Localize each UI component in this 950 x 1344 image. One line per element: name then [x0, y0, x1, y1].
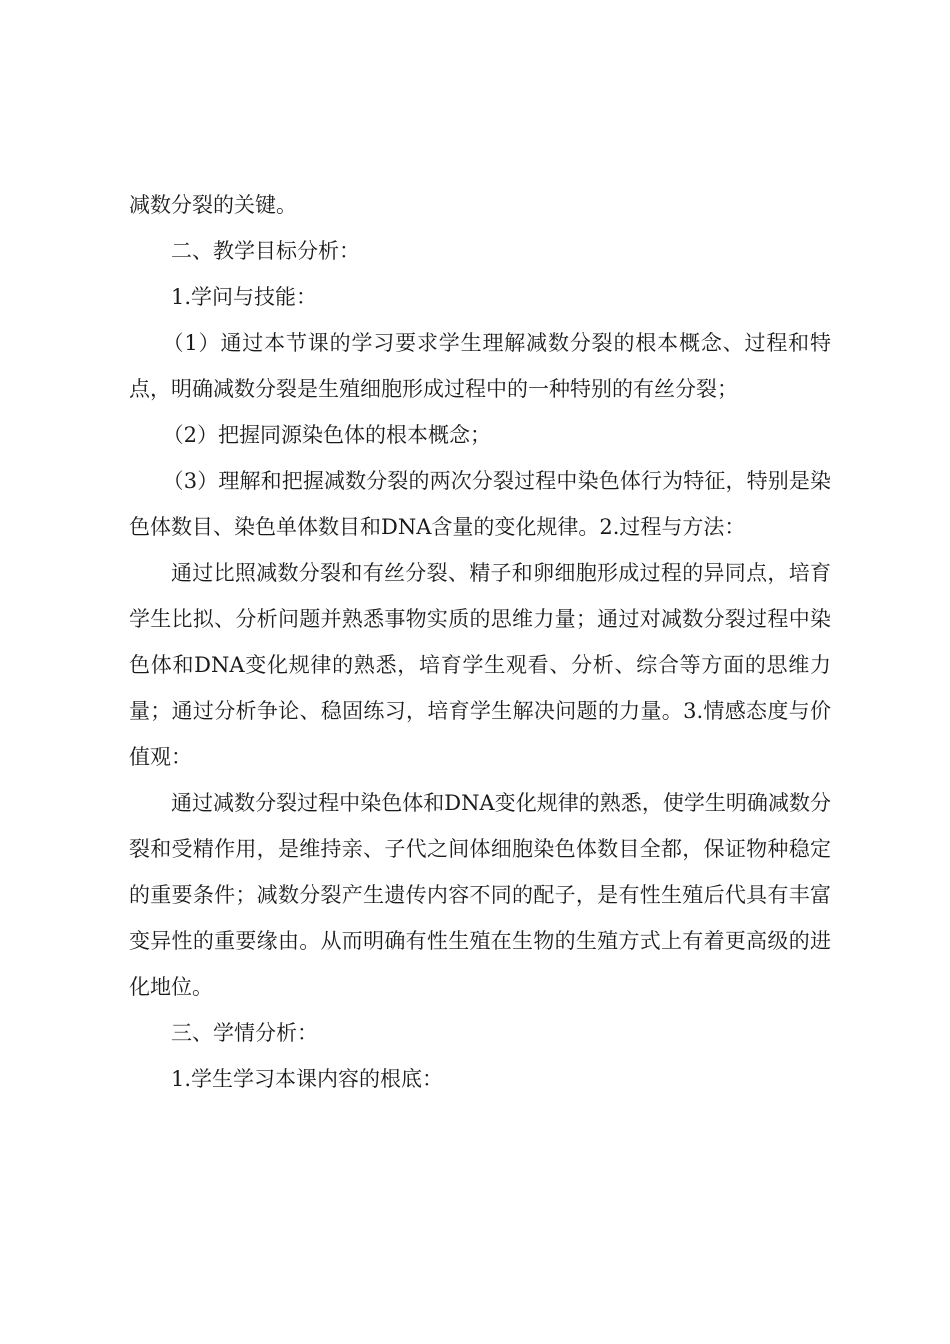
- paragraph-continuation: 减数分裂的关键。: [129, 193, 297, 217]
- section-heading-student-analysis: 三、学情分析：: [171, 1021, 318, 1045]
- paragraph-process-methods: 通过比照减数分裂和有丝分裂、精子和卵细胞形成过程的异同点，培育学生比拟、分析问题并熟悉事物实质的思维力量；通过对减数分裂过程中染色体和DNA变化规律的熟悉，培育学生观看、分析、综合等方面的思维力量；通过分析争论、稳固练习，培育学生解决问题的力量。3.情感态度与价值观：: [129, 561, 831, 769]
- document-body: [129, 182, 831, 1102]
- objective-item-2: （2）把握同源染色体的根本概念；: [162, 423, 491, 447]
- section-heading-teaching-objectives: 二、教学目标分析：: [171, 239, 360, 263]
- subheading-student-foundation: 1.学生学习本课内容的根底：: [171, 1067, 444, 1091]
- objective-item-1: （1）通过本节课的学习要求学生理解减数分裂的根本概念、过程和特点，明确减数分裂是生殖细胞形成过程中的一种特别的有丝分裂；: [129, 331, 831, 401]
- objective-item-3: （3）理解和把握减数分裂的两次分裂过程中染色体行为特征，特别是染色体数目、染色单体数目和DNA含量的变化规律。2.过程与方法：: [129, 469, 831, 539]
- subheading-knowledge-skills: 1.学问与技能：: [171, 285, 318, 309]
- paragraph-attitudes-values: 通过减数分裂过程中染色体和DNA变化规律的熟悉，使学生明确减数分裂和受精作用，是维持亲、子代之间体细胞染色体数目全都，保证物种稳定的重要条件；减数分裂产生遗传内容不同的配子，是有性生殖后代具有丰富变异性的重要缘由。从而明确有性生殖在生物的生殖方式上有着更高级的进化地位。: [129, 791, 831, 999]
